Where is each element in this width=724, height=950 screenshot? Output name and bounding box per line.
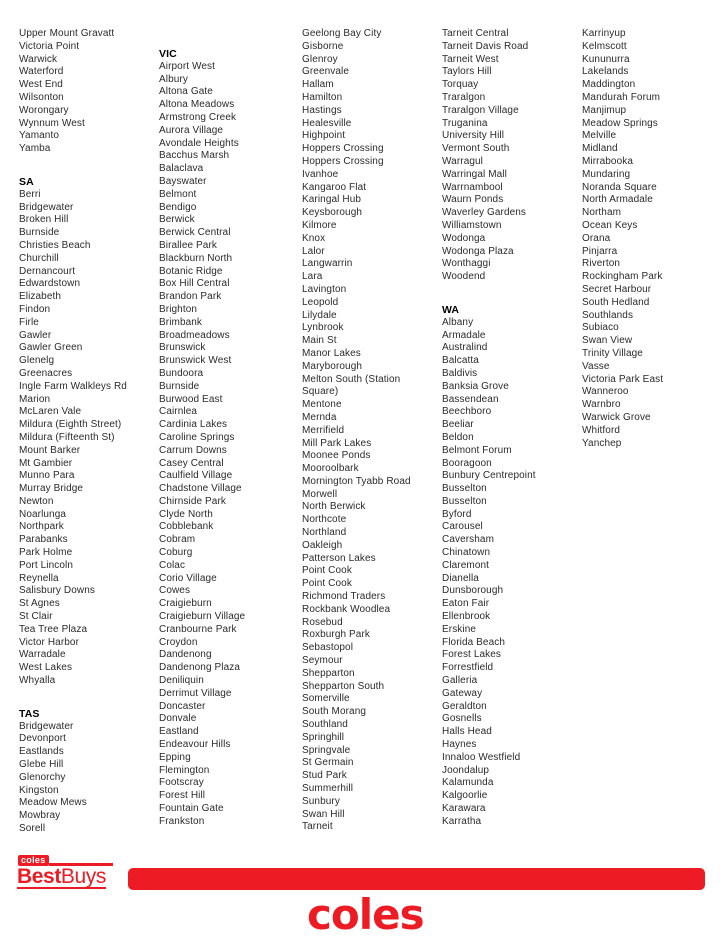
store-item: Northpark [19, 521, 64, 533]
store-item: North Berwick [302, 501, 366, 513]
store-item: Beeliar [442, 419, 474, 431]
store-item: Sebastopol [302, 642, 354, 654]
store-item: Northland [302, 527, 347, 539]
store-item: Caversham [442, 534, 495, 546]
store-item: Yanchep [582, 437, 622, 449]
store-item: Brunswick [159, 342, 206, 354]
store-item: Berwick [159, 214, 195, 226]
store-item: Woodend [442, 271, 486, 283]
store-item: Aurora Village [159, 124, 224, 136]
store-item: Point Cook [302, 578, 352, 590]
store-item: Botanic Ridge [159, 265, 223, 277]
store-item: South Morang [302, 706, 367, 718]
store-item: Lalor [302, 245, 325, 257]
store-item: Byford [442, 508, 472, 520]
store-item: Williamstown [442, 219, 502, 231]
store-item: Busselton [442, 483, 487, 495]
store-item: Ellenbrook [442, 611, 491, 623]
store-item: Leopold [302, 296, 339, 308]
store-item: Reynella [19, 572, 59, 584]
store-item: Northam [582, 207, 622, 219]
store-item: Churchill [19, 252, 59, 264]
store-item: Berwick Central [159, 227, 231, 239]
store-item: Bacchus Marsh [159, 150, 230, 162]
store-item: Brighton [159, 303, 198, 315]
store-item: Armadale [442, 329, 486, 341]
store-item: Tarneit [302, 821, 333, 833]
store-item: Hoppers Crossing [302, 143, 384, 155]
store-item: Vasse [582, 360, 610, 372]
store-item: Patterson Lakes [302, 552, 376, 564]
store-item: Joondalup [442, 764, 490, 776]
store-item: Wynnum West [19, 117, 85, 129]
store-item: Shepparton South [302, 680, 385, 692]
store-item: Derrimut Village [159, 687, 232, 699]
store-item: Greenacres [19, 367, 73, 379]
store-item: Croydon [159, 636, 198, 648]
store-item: Donvale [159, 713, 197, 725]
store-item: Avondale Heights [159, 137, 239, 149]
store-item: Seymour [302, 655, 343, 667]
store-item: Mornington Tyabb Road [302, 475, 411, 487]
store-item: Victoria Park East [582, 373, 664, 385]
store-item: Bridgewater [19, 201, 74, 213]
store-item: Somerville [302, 693, 350, 705]
store-item: Rockbank Woodlea [302, 603, 391, 615]
store-item: Craigieburn Village [159, 611, 246, 623]
store-item: Newton [19, 495, 54, 507]
store-item: Geelong Bay City [302, 28, 382, 39]
store-item: Mill Park Lakes [302, 437, 372, 449]
store-item: Taylors Hill [442, 66, 492, 78]
store-item: McLaren Vale [19, 406, 82, 418]
store-item: Point Cook [302, 565, 352, 577]
store-item: Kalgoorlie [442, 790, 488, 802]
store-item: Brandon Park [159, 291, 222, 303]
store-item: Cobram [159, 534, 196, 546]
store-item: Manjimup [582, 104, 627, 116]
store-item: Worongary [19, 104, 69, 116]
store-item: Dernancourt [19, 265, 76, 277]
store-item: Forest Hill [159, 790, 206, 802]
store-item: Springvale [302, 744, 351, 756]
store-item: Bassendean [442, 393, 499, 405]
store-item: Moonee Ponds [302, 450, 371, 462]
state-header-sa: SA [19, 175, 34, 188]
store-item: West End [19, 79, 63, 91]
store-item: Victoria Point [19, 40, 80, 52]
store-item: Eaton Fair [442, 598, 490, 610]
store-item: Gawler [19, 329, 52, 341]
store-item: Glenorchy [19, 771, 66, 783]
store-item: Edwardstown [19, 278, 81, 290]
store-item: Bendigo [159, 201, 197, 213]
store-item: Noranda Square [582, 181, 657, 193]
store-item: Marion [19, 393, 51, 405]
store-item: Altona Gate [159, 86, 213, 98]
store-item: Merrifield [302, 424, 345, 436]
store-item: Dandenong [159, 649, 212, 661]
store-item: Mundaring [582, 168, 631, 180]
store-item: Caulfield Village [159, 470, 233, 482]
store-item: Subiaco [582, 322, 619, 334]
store-item: University Hill [442, 130, 505, 142]
coles-logo: coles [307, 890, 424, 939]
store-item: Mirrabooka [582, 155, 634, 167]
store-item: Casey Central [159, 457, 224, 469]
store-item: Riverton [582, 258, 621, 270]
store-item: Mowbray [19, 810, 61, 822]
store-item: Healesville [302, 117, 352, 129]
store-item: Victor Harbor [19, 636, 80, 648]
store-item: Chirnside Park [159, 495, 226, 507]
store-item: Albury [159, 73, 188, 85]
state-header-vic: VIC [159, 48, 177, 60]
store-item: Innaloo Westfield [442, 751, 521, 763]
store-item: South Hedland [582, 296, 650, 308]
store-item: Cardinia Lakes [159, 419, 228, 431]
store-item: Mentone [302, 399, 342, 411]
store-item: Wonthaggi [442, 258, 491, 270]
store-item: Tarneit Central [442, 28, 509, 39]
store-item: Tea Tree Plaza [19, 623, 88, 635]
store-item: Warwick [19, 53, 58, 65]
store-item: Birallee Park [159, 239, 217, 251]
store-item: Chadstone Village [159, 483, 242, 495]
store-item: Warragul [442, 155, 483, 167]
store-item: Devonport [19, 733, 67, 745]
store-item: Lara [302, 271, 323, 283]
store-item: Ingle Farm Walkleys Rd [19, 380, 127, 392]
store-item: Waterford [19, 66, 64, 78]
store-item: Footscray [159, 777, 204, 789]
store-item: Waverley Gardens [442, 207, 527, 219]
store-item: St Agnes [19, 598, 60, 610]
store-item: Warnbro [582, 399, 621, 411]
store-item: Mount Barker [19, 444, 81, 456]
store-item: Karingal Hub [302, 194, 362, 206]
store-item: Baldivis [442, 367, 478, 379]
store-item: Vermont South [442, 143, 510, 155]
store-item: Doncaster [159, 700, 206, 712]
store-item: Broken Hill [19, 214, 69, 226]
store-item: Noarlunga [19, 508, 67, 520]
store-item: Port Lincoln [19, 559, 74, 571]
store-item: Meadow Mews [19, 797, 87, 809]
store-item: Roxburgh Park [302, 629, 370, 641]
store-item: St Clair [19, 611, 53, 623]
store-item: Manor Lakes [302, 347, 361, 359]
store-item: Geraldton [442, 700, 487, 712]
store-item: Richmond Traders [302, 591, 386, 603]
store-item: North Armadale [582, 194, 653, 206]
store-item: Orana [582, 232, 611, 244]
store-item: Cowes [159, 585, 191, 597]
store-item: Sunbury [302, 795, 340, 807]
store-item: Southland [302, 719, 348, 731]
store-item: Endeavour Hills [159, 739, 231, 751]
store-item: Glenroy [302, 53, 338, 65]
store-item: Clyde North [159, 508, 213, 520]
store-item: Hallam [302, 79, 334, 91]
store-item: Gisborne [302, 40, 344, 52]
store-item: Gateway [442, 687, 483, 699]
store-item: Altona Meadows [159, 99, 235, 111]
store-item: Swan Hill [302, 808, 345, 820]
store-item: Corio Village [159, 572, 217, 584]
store-item: Rosebud [302, 616, 343, 628]
store-item: Maddington [582, 79, 636, 91]
store-item: Armstrong Creek [159, 111, 237, 123]
store-item: Wodonga Plaza [442, 245, 514, 257]
store-item: Frankston [159, 815, 205, 827]
store-item: Lilydale [302, 309, 337, 321]
store-item: Truganina [442, 117, 488, 129]
store-item: Mooroolbark [302, 463, 359, 475]
store-item: Karrinyup [582, 28, 626, 39]
store-item: Kangaroo Flat [302, 181, 367, 193]
store-item: Burwood East [159, 393, 223, 405]
store-item: Epping [159, 751, 191, 763]
store-item: Hamilton [302, 91, 343, 103]
store-item: Banksia Grove [442, 380, 509, 392]
store-item: Tarneit West [442, 53, 499, 65]
store-item: Springhill [302, 731, 345, 743]
store-item: Fountain Gate [159, 803, 224, 815]
store-item: Warradale [19, 649, 66, 661]
store-item: Morwell [302, 488, 338, 500]
store-item: Oakleigh [302, 539, 343, 551]
store-column-2 [159, 28, 292, 829]
store-item: West Lakes [19, 662, 73, 674]
coles-badge-logo: coles [18, 855, 49, 866]
store-item: Southlands [582, 309, 634, 321]
store-item: Caroline Springs [159, 431, 235, 443]
store-item: Warrnambool [442, 181, 503, 193]
store-item: Carousel [442, 521, 483, 533]
store-item: Whitford [582, 424, 621, 436]
store-item: Yamanto [19, 130, 59, 142]
store-item: Brimbank [159, 316, 203, 328]
store-item: Colac [159, 559, 186, 571]
store-item: Airport West [159, 60, 216, 72]
red-divider-bar [128, 868, 705, 890]
store-item: Balcatta [442, 355, 479, 367]
store-item: Glenelg [19, 355, 55, 367]
store-item: Eastlands [19, 746, 64, 758]
store-item: Traralgon [442, 91, 486, 103]
store-item: Kelmscott [582, 40, 627, 52]
store-item: Berri [19, 188, 41, 200]
store-item: Forrestfield [442, 662, 494, 674]
store-item: Hastings [302, 104, 342, 116]
store-item: Lynbrook [302, 322, 344, 334]
store-item: Blackburn North [159, 252, 233, 264]
store-column-3 [302, 28, 435, 834]
store-item: Kingston [19, 784, 59, 796]
store-item: Box Hill Central [159, 278, 230, 290]
store-item: Secret Harbour [582, 283, 652, 295]
store-item: Lavington [302, 283, 347, 295]
state-header-wa: WA [442, 303, 460, 316]
store-item: Mt Gambier [19, 457, 73, 469]
store-item: Highpoint [302, 130, 346, 142]
store-item: Deniliquin [159, 675, 204, 687]
store-item: Langwarrin [302, 258, 353, 270]
store-item: Whyalla [19, 675, 56, 687]
store-item: Christies Beach [19, 239, 91, 251]
store-item: Bunbury Centrepoint [442, 470, 536, 482]
store-item: Forest Lakes [442, 649, 502, 661]
store-item: Firle [19, 316, 39, 328]
store-item: Salisbury Downs [19, 585, 95, 597]
state-header-tas: TAS [19, 707, 40, 720]
store-item: Eastland [159, 726, 199, 738]
store-item: Belmont Forum [442, 444, 512, 456]
store-item: Karratha [442, 815, 482, 827]
store-item: Melville [582, 130, 617, 142]
store-item: St Germain [302, 757, 354, 769]
store-item: Broadmeadows [159, 329, 230, 341]
store-item: Balaclava [159, 163, 204, 175]
store-item: Yamba [19, 143, 51, 155]
store-item: Burnside [19, 227, 60, 239]
store-item: Erskine [442, 623, 477, 635]
store-item: Hoppers Crossing [302, 155, 384, 167]
store-item: Traralgon Village [442, 104, 519, 116]
store-item: Cairnlea [159, 406, 198, 418]
store-item: Upper Mount Gravatt [19, 28, 115, 39]
store-item: Swan View [582, 335, 633, 347]
store-item: Tarneit Davis Road [442, 40, 529, 52]
store-item: Northcote [302, 514, 347, 526]
store-item: Carrum Downs [159, 444, 227, 456]
store-item: Ocean Keys [582, 219, 638, 231]
store-item: Bundoora [159, 367, 204, 379]
store-item: Torquay [442, 79, 479, 91]
store-item: Flemington [159, 764, 210, 776]
store-item: Knox [302, 232, 326, 244]
store-item: Busselton [442, 495, 487, 507]
store-item: Albany [442, 316, 474, 328]
store-item: Kununurra [582, 53, 630, 65]
store-item: Gosnells [442, 713, 482, 725]
store-item: Kalamunda [442, 777, 494, 789]
store-item: Bridgewater [19, 720, 74, 732]
store-item: Munno Para [19, 470, 75, 482]
store-item: Mernda [302, 411, 337, 423]
store-column-1 [19, 28, 152, 836]
store-item: Main St [302, 335, 337, 347]
bestbuys-buys-text: Buys [60, 865, 107, 888]
store-item: Haynes [442, 739, 477, 751]
store-item: Cranbourne Park [159, 623, 237, 635]
store-item: Trinity Village [582, 347, 643, 359]
store-item: Brunswick West [159, 355, 232, 367]
store-item: Belmont [159, 188, 197, 200]
store-item: Lakelands [582, 66, 629, 78]
store-item: Bayswater [159, 175, 207, 187]
store-item: Rockingham Park [582, 271, 663, 283]
store-item: Warringal Mall [442, 168, 507, 180]
store-item: Findon [19, 303, 51, 315]
store-item: Wanneroo [582, 386, 629, 398]
store-item: Dunsborough [442, 585, 504, 597]
store-item: Mildura (Eighth Street) [19, 419, 122, 431]
store-item: Florida Beach [442, 636, 505, 648]
store-item: Ivanhoe [302, 168, 339, 180]
store-item: Galleria [442, 675, 478, 687]
store-item: Midland [582, 143, 618, 155]
store-item: Claremont [442, 559, 490, 571]
store-item: Meadow Springs [582, 117, 658, 129]
store-item: Burnside [159, 380, 200, 392]
store-item: Greenvale [302, 66, 350, 78]
store-item: Halls Head [442, 726, 492, 738]
store-item: Glebe Hill [19, 759, 64, 771]
store-item: Warwick Grove [582, 411, 651, 423]
store-item: Booragoon [442, 457, 492, 469]
store-item: Beldon [442, 431, 474, 443]
store-item: Parabanks [19, 534, 68, 546]
store-item: Beechboro [442, 406, 492, 418]
store-item: Chinatown [442, 547, 491, 559]
store-item: Keysborough [302, 207, 363, 219]
store-item: Dandenong Plaza [159, 662, 241, 674]
bestbuys-best-text: Best [17, 865, 61, 888]
store-item: Dianella [442, 572, 479, 584]
store-item: Gawler Green [19, 342, 83, 354]
store-column-4 [442, 28, 575, 829]
bestbuys-logo [17, 866, 106, 889]
store-item: Pinjarra [582, 245, 618, 257]
store-item: Summerhill [302, 783, 354, 795]
store-item: Elizabeth [19, 291, 62, 303]
store-item: Coburg [159, 547, 193, 559]
store-item: Murray Bridge [19, 483, 84, 495]
store-item: Karawara [442, 803, 486, 815]
store-item: Shepparton [302, 667, 355, 679]
store-column-5 [582, 28, 715, 450]
store-item: Sorell [19, 823, 46, 835]
store-item: Australind [442, 342, 488, 354]
store-item: Cobblebank [159, 521, 214, 533]
store-item: Mildura (Fifteenth St) [19, 431, 115, 443]
store-item: Kilmore [302, 219, 337, 231]
store-item: Park Holme [19, 547, 73, 559]
store-item: Wodonga [442, 232, 486, 244]
store-item: Wilsonton [19, 91, 64, 103]
store-item: Stud Park [302, 770, 347, 782]
store-item: Melton South (Station Square) [302, 373, 401, 398]
store-item: Maryborough [302, 360, 363, 372]
store-item: Waurn Ponds [442, 194, 504, 206]
store-item: Mandurah Forum [582, 91, 661, 103]
store-item: Craigieburn [159, 598, 212, 610]
